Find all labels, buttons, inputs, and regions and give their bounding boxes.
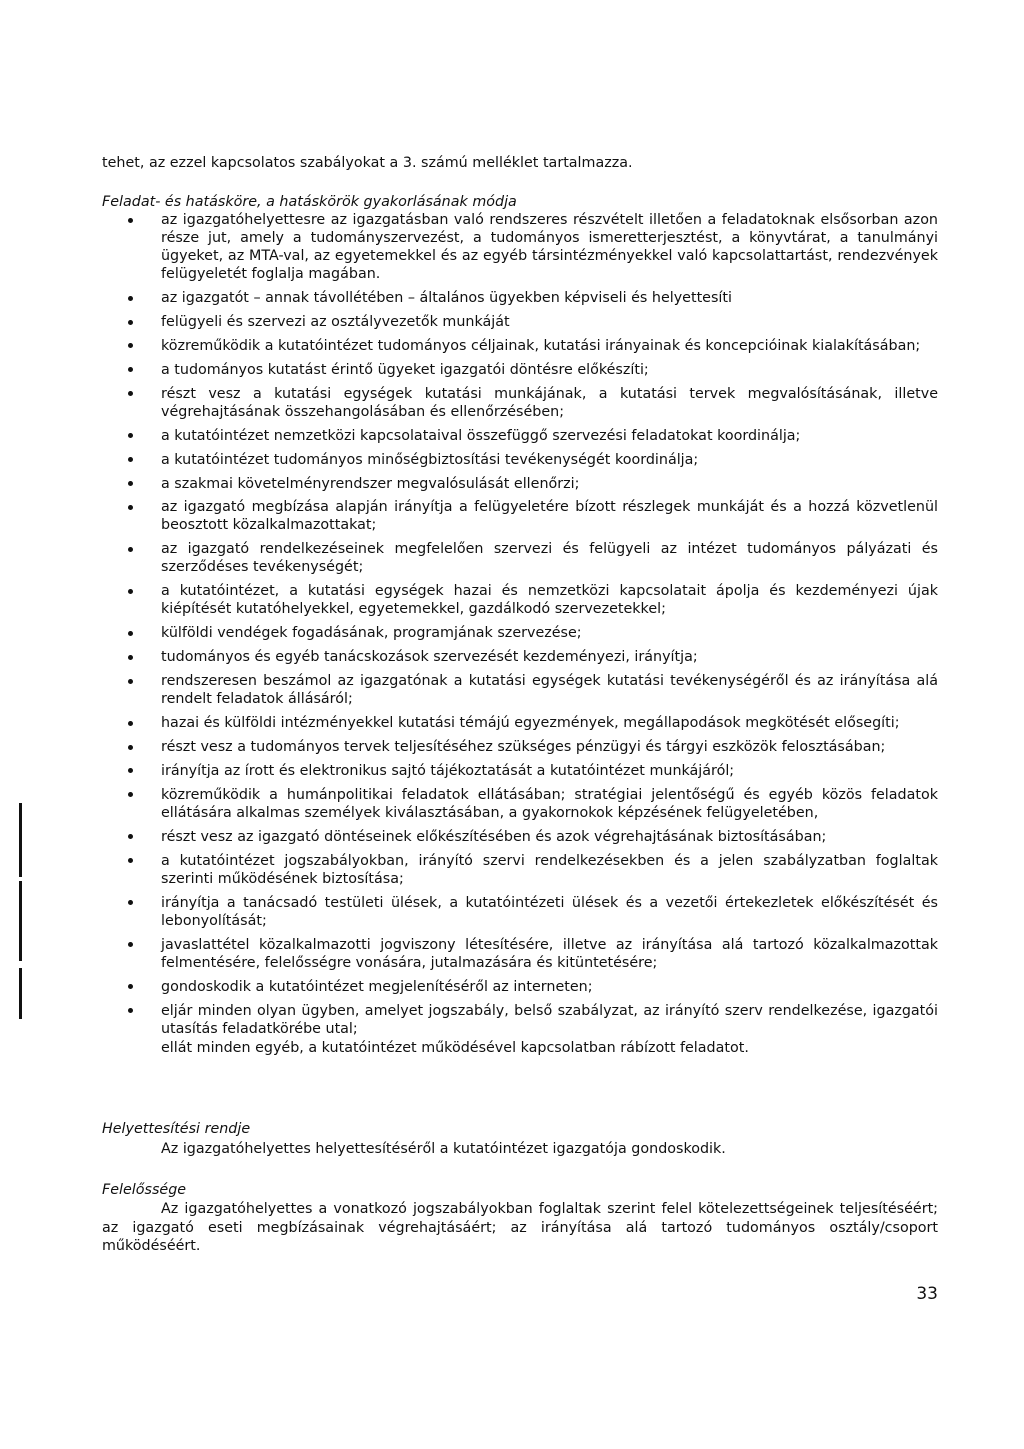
page-number: 33 <box>916 1284 938 1304</box>
list-item: a kutatóintézet tudományos minőségbiztosítási tevékenységét koordinálja; <box>124 451 938 469</box>
bullet-icon <box>128 343 133 348</box>
bullet-icon <box>128 1008 133 1013</box>
list-item: az igazgató rendelkezéseinek megfelelően szervezi és felügyeli az intézet tudományos pályázati és szerződéses tevékenységét; <box>124 540 938 576</box>
bullet-icon <box>128 745 133 750</box>
responsibility-heading: Felelőssége <box>102 1182 187 1198</box>
duties-heading: Feladat- és hatásköre, a hatáskörök gyakorlásának módja <box>102 194 517 210</box>
margin-change-bar <box>19 881 22 961</box>
list-item: irányítja az írott és elektronikus sajtó tájékoztatását a kutatóintézet munkájáról; <box>124 762 938 780</box>
bullet-icon <box>128 679 133 684</box>
bullet-icon <box>128 858 133 863</box>
list-item: közreműködik a kutatóintézet tudományos céljainak, kutatási irányainak és koncepcióinak kialakításában; <box>124 337 938 355</box>
substitution-text: Az igazgatóhelyettes helyettesítéséről a kutatóintézet igazgatója gondoskodik. <box>161 1141 726 1157</box>
bullet-icon <box>128 505 133 510</box>
margin-change-bar <box>19 803 22 877</box>
substitution-heading: Helyettesítési rendje <box>102 1121 251 1137</box>
bullet-icon <box>128 547 133 552</box>
list-item: tudományos és egyéb tanácskozások szervezését kezdeményezi, irányítja; <box>124 648 938 666</box>
bullet-icon <box>128 942 133 947</box>
list-item: a kutatóintézet nemzetközi kapcsolataival összefüggő szervezési feladatokat koordinálja; <box>124 427 938 445</box>
bullet-icon <box>128 900 133 905</box>
list-item: irányítja a tanácsadó testületi ülések, a kutatóintézeti ülések és a vezetői értekezletek előkészítését és lebonyolítását; <box>124 894 938 930</box>
bullet-icon <box>128 768 133 773</box>
list-item: a kutatóintézet, a kutatási egységek hazai és nemzetközi kapcsolatait ápolja és kezdeményezi újak kiépítését kutatóhelyekkel, egyetemekkel, gazdálkodó szervezetekkel; <box>124 582 938 618</box>
list-item: eljár minden olyan ügyben, amelyet jogszabály, belső szabályzat, az irányító szerv rendelkezése, igazgatói utasítás feladatkörébe utal; <box>124 1002 938 1038</box>
bullet-icon <box>128 320 133 325</box>
list-item: közreműködik a humánpolitikai feladatok ellátásában; stratégiai jelentőségű és egyéb közös feladatok ellátására alkalmas személyek kiválasztásában, a gyakornokok képzésének felügyeletében, <box>124 786 938 822</box>
bullet-icon <box>128 631 133 636</box>
bullet-icon <box>128 792 133 797</box>
margin-change-bar <box>19 968 22 1019</box>
list-item: a szakmai követelményrendszer megvalósulását ellenőrzi; <box>124 475 938 493</box>
list-item: részt vesz a tudományos tervek teljesítéséhez szükséges pénzügyi és tárgyi eszközök felosztásában; <box>124 738 938 756</box>
bullet-icon <box>128 457 133 462</box>
list-item: a kutatóintézet jogszabályokban, irányító szervi rendelkezésekben és a jelen szabályzatban foglaltak szerinti működésének biztosítása; <box>124 852 938 888</box>
list-item: hazai és külföldi intézményekkel kutatási témájú egyezmények, megállapodások megkötését elősegíti; <box>124 714 938 732</box>
list-item-closing: ellát minden egyéb, a kutatóintézet működésével kapcsolatban rábízott feladatot. <box>161 1039 749 1056</box>
list-item: gondoskodik a kutatóintézet megjelenítéséről az interneten; <box>124 978 938 996</box>
bullet-icon <box>128 296 133 301</box>
responsibility-text: Az igazgatóhelyettes a vonatkozó jogszabályokban foglaltak szerint felel kötelezettségeinek teljesítéséért; az igazgató eseti megbízásainak végrehajtásáért; az irányítása alá tartozó tudományos osztály/csoport működéséért. <box>102 1201 938 1255</box>
bullet-icon <box>128 721 133 726</box>
bullet-icon <box>128 433 133 438</box>
bullet-icon <box>128 655 133 660</box>
bullet-icon <box>128 481 133 486</box>
bullet-icon <box>128 984 133 989</box>
list-item: külföldi vendégek fogadásának, programjának szervezése; <box>124 624 938 642</box>
intro-text: tehet, az ezzel kapcsolatos szabályokat a 3. számú melléklet tartalmazza. <box>102 155 633 171</box>
list-item: rendszeresen beszámol az igazgatónak a kutatási egységek kutatási tevékenységéről és az irányítása alá rendelt feladatok állásáról; <box>124 672 938 708</box>
list-item: felügyeli és szervezi az osztályvezetők munkáját <box>124 313 938 331</box>
bullet-icon <box>128 834 133 839</box>
bullet-icon <box>128 391 133 396</box>
bullet-icon <box>128 218 133 223</box>
list-item: részt vesz a kutatási egységek kutatási munkájának, a kutatási tervek megvalósításának, illetve végrehajtásának összehangolásában és ellenőrzésében; <box>124 385 938 421</box>
list-item: részt vesz az igazgató döntéseinek előkészítésében és azok végrehajtásának biztosításában; <box>124 828 938 846</box>
list-item: az igazgatót – annak távollétében – általános ügyekben képviseli és helyettesíti <box>124 289 938 307</box>
list-item: a tudományos kutatást érintő ügyeket igazgatói döntésre előkészíti; <box>124 361 938 379</box>
duties-list <box>124 211 938 1057</box>
bullet-icon <box>128 367 133 372</box>
list-item: az igazgató megbízása alapján irányítja a felügyeletére bízott részlegek munkáját és a hozzá közvetlenül beosztott közalkalmazottakat; <box>124 498 938 534</box>
list-item: az igazgatóhelyettesre az igazgatásban való rendszeres részvételt illetően a feladatoknak elsősorban azon része jut, amely a tudományszervezést, a tudományos ismeretterjesztést, a könyvtárat, a tanulmányi ügyeket, az MTA-val, az egyetemekkel és az egyéb társintézményekkel való kapcsolattartást, rendezvények felügyeletét foglalja magában. <box>124 211 938 283</box>
bullet-icon <box>128 589 133 594</box>
list-item: javaslattétel közalkalmazotti jogviszony létesítésére, illetve az irányítása alá tartozó közalkalmazottak felmentésére, felelősségre vonására, jutalmazására és kitüntetésére; <box>124 936 938 972</box>
